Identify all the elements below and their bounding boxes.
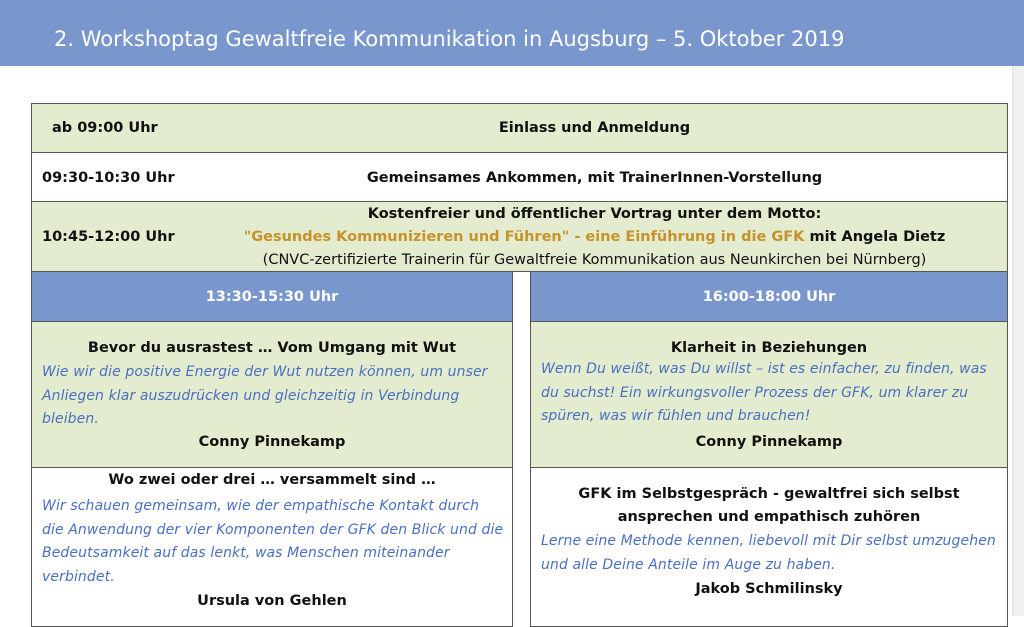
workshop-card-self-talk	[530, 467, 1008, 627]
workshop-description: Lerne eine Methode kennen, liebevoll mit Dir selbst umzugehen und alle Deine Anteile im Auge zu haben.	[541, 533, 996, 573]
workshop-title: Bevor du ausrastest … Vom Umgang mit Wut	[87, 340, 457, 356]
row-time: 10:45-12:00 Uhr	[42, 229, 175, 245]
workshop-description: Wir schauen gemeinsam, wie der empathische Kontakt durch die Anwendung der vier Komponenten der GFK den Blick und die Bedeutsamkeit auf das lenkt, was Menschen miteinander verbindet.	[42, 498, 504, 585]
workshop-description: Wenn Du weißt, was Du willst – ist es einfacher, zu finden, was du suchst! Ein wirkungsvoller Prozess der GFK, um klarer zu spüren, was wir fühlen und brauchen!	[541, 361, 987, 424]
schedule-row-lecture	[31, 201, 1008, 272]
workshop-description: Wie wir die positive Energie der Wut nutzen können, um unser Anliegen klar auszudrücken und gleichzeitig in Verbindung bleiben.	[42, 364, 488, 427]
schedule-row-registration	[31, 103, 1008, 153]
lecture-motto-line	[182, 229, 1007, 245]
schedule-row-arrival	[31, 152, 1008, 202]
lecture-speaker-info: (CNVC-zertifizierte Trainerin für Gewaltfreie Kommunikation aus Neunkirchen bei Nürnberg)	[262, 252, 927, 268]
workshop-title-line1: GFK im Selbstgespräch - gewaltfrei sich selbst	[578, 486, 960, 502]
workshop-card-anger	[31, 321, 513, 468]
lecture-motto: "Gesundes Kommunizieren und Führen" - eine Einführung in die GFK	[243, 229, 805, 245]
header-banner	[0, 0, 1024, 66]
column-header-label: 13:30-15:30 Uhr	[205, 289, 339, 305]
workshop-trainer: Conny Pinnekamp	[695, 434, 843, 450]
workshop-card-relationships	[530, 321, 1008, 468]
workshop-title-line2: ansprechen und empathisch zuhören	[617, 509, 921, 525]
workshop-trainer: Ursula von Gehlen	[197, 593, 347, 609]
workshop-trainer: Jakob Schmilinsky	[695, 581, 843, 597]
row-title: Gemeinsames Ankommen, mit TrainerInnen-Vorstellung	[366, 170, 823, 186]
column-header-label: 16:00-18:00 Uhr	[702, 289, 836, 305]
lecture-speaker: mit Angela Dietz	[804, 229, 946, 245]
workshop-trainer: Conny Pinnekamp	[198, 434, 346, 450]
page-title: 2. Workshoptag Gewaltfreie Kommunikation in Augsburg – 5. Oktober 2019	[54, 27, 845, 51]
row-time: 09:30-10:30 Uhr	[42, 170, 175, 186]
workshop-card-gathering	[31, 467, 513, 627]
row-title: Einlass und Anmeldung	[498, 120, 691, 136]
column-header-evening	[530, 271, 1008, 322]
row-time: ab 09:00 Uhr	[52, 120, 158, 136]
workshop-title: Klarheit in Beziehungen	[670, 340, 868, 356]
column-header-afternoon	[31, 271, 513, 322]
lecture-intro: Kostenfreier und öffentlicher Vortrag unter dem Motto:	[367, 206, 822, 222]
vertical-scrollbar[interactable]	[1012, 66, 1024, 616]
workshop-title: Wo zwei oder drei … versammelt sind …	[108, 472, 436, 488]
